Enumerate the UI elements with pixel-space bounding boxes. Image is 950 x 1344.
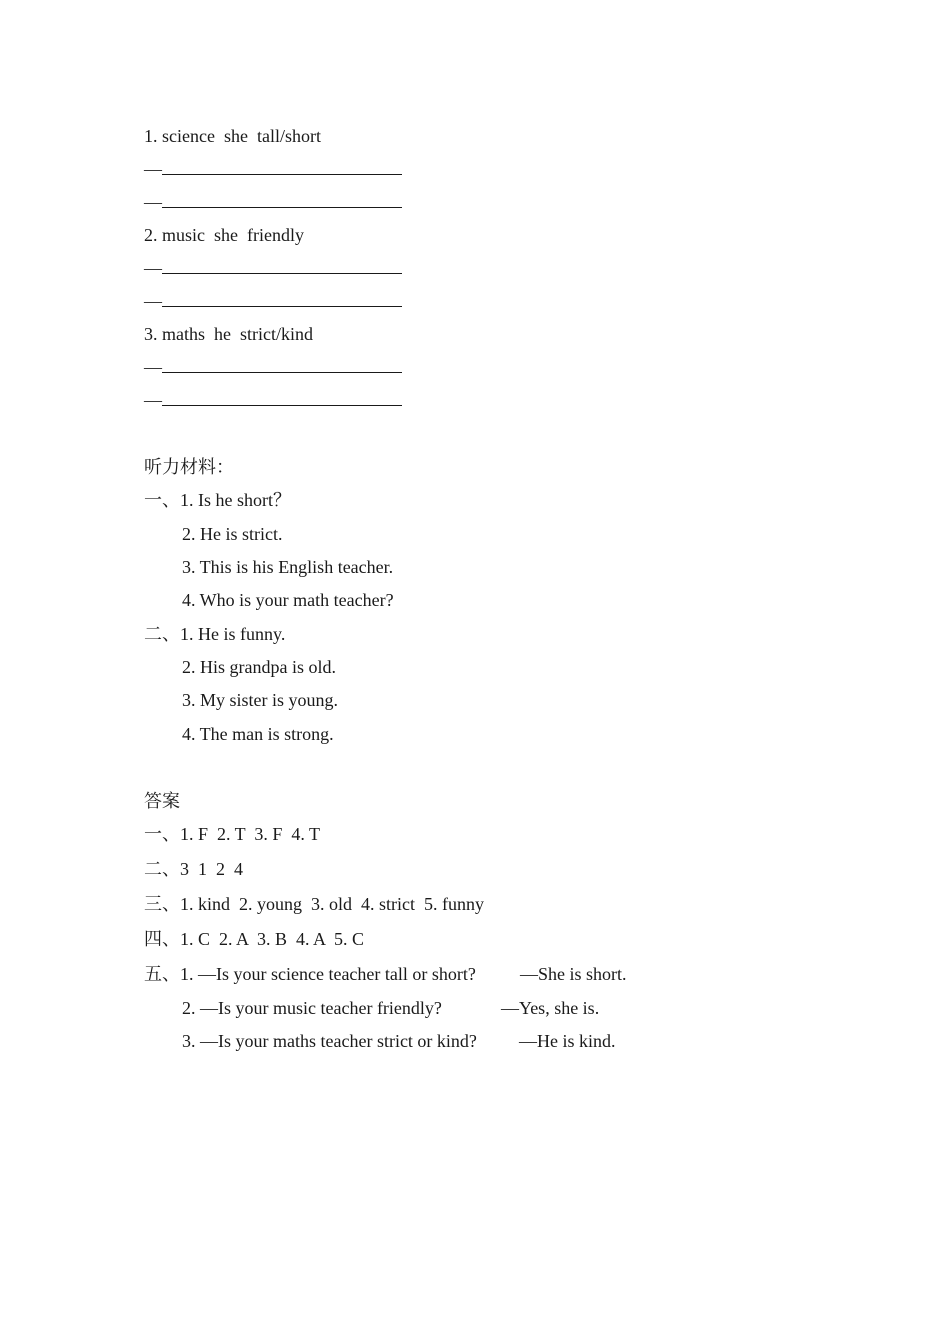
- answer-text: 3 1 2 4: [180, 859, 243, 879]
- listening-line: 4. Who is your math teacher?: [182, 590, 394, 610]
- listening-line: 2. His grandpa is old.: [182, 657, 336, 677]
- listening-line: 1. Is he short？: [180, 490, 291, 510]
- listening-line: 3. This is his English teacher.: [182, 557, 394, 577]
- answer-text: 1. C 2. A 3. B 4. A 5. C: [180, 929, 365, 949]
- section-label: 四、: [144, 929, 180, 949]
- answer-line: [144, 158, 402, 180]
- answer-line: [144, 257, 402, 279]
- dash: —: [144, 357, 162, 377]
- answer-response: —She is short.: [520, 964, 627, 984]
- blank-underline: [162, 391, 402, 406]
- listening-line: 4. The man is strong.: [182, 724, 334, 744]
- listening-line: 1. He is funny.: [180, 624, 286, 644]
- answer-line: [144, 389, 402, 411]
- answer-response: —Yes, she is.: [501, 998, 600, 1018]
- exercise-prompt-2: 2. music she friendly: [144, 225, 304, 245]
- dash: —: [144, 192, 162, 212]
- answer-row-4: [144, 928, 364, 950]
- section-label: 五、: [144, 964, 180, 984]
- answer-text: 1. F 2. T 3. F 4. T: [180, 824, 321, 844]
- answer-question: 2. —Is your music teacher friendly?: [182, 998, 442, 1018]
- answer-line: [144, 290, 402, 312]
- listening-line: 3. My sister is young.: [182, 690, 339, 710]
- answer-row-1: [144, 823, 320, 845]
- answer-row-2: [144, 858, 243, 880]
- exercise-prompt-1: 1. science she tall/short: [144, 126, 321, 146]
- blank-underline: [162, 292, 402, 307]
- section-label: 二、: [144, 859, 180, 879]
- answer-line: [144, 356, 402, 378]
- listening-line: 2. He is strict.: [182, 524, 283, 544]
- answer-text: 1. kind 2. young 3. old 4. strict 5. funny: [180, 894, 484, 914]
- section-label: 二、: [144, 624, 180, 644]
- answer-row-3: [144, 893, 484, 915]
- exercise-prompt-3: 3. maths he strict/kind: [144, 324, 313, 344]
- listening-section-1: [144, 489, 291, 511]
- answer-question: 3. —Is your maths teacher strict or kind?: [182, 1031, 477, 1051]
- answer-row-5: [144, 963, 476, 985]
- listening-title: 听力材料：: [144, 457, 234, 477]
- answers-title: 答案: [144, 791, 180, 811]
- answer-question: 1. —Is your science teacher tall or short?: [180, 964, 476, 984]
- dash: —: [144, 291, 162, 311]
- answer-response: —He is kind.: [519, 1031, 616, 1051]
- dash: —: [144, 159, 162, 179]
- blank-underline: [162, 193, 402, 208]
- section-label: 三、: [144, 894, 180, 914]
- blank-underline: [162, 160, 402, 175]
- dash: —: [144, 390, 162, 410]
- section-label: 一、: [144, 490, 180, 510]
- blank-underline: [162, 259, 402, 274]
- blank-underline: [162, 358, 402, 373]
- answer-line: [144, 191, 402, 213]
- section-label: 一、: [144, 824, 180, 844]
- dash: —: [144, 258, 162, 278]
- listening-section-2: [144, 623, 285, 645]
